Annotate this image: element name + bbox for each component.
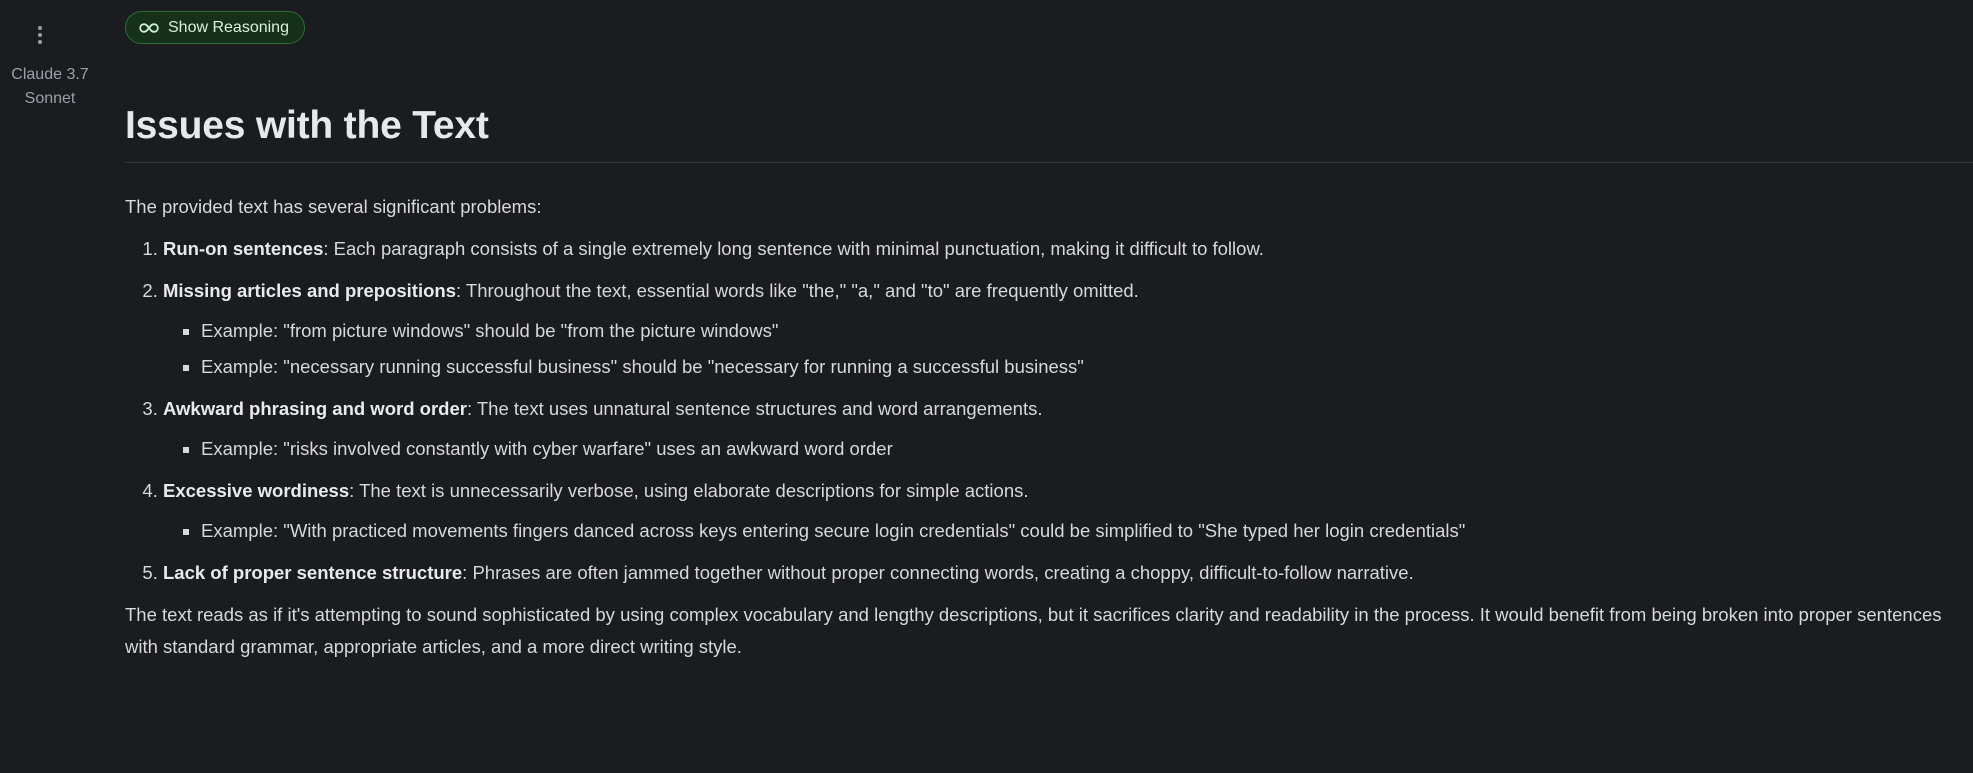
response-title: Issues with the Text: [125, 104, 489, 147]
issue-description: : Each paragraph consists of a single extremely long sentence with minimal punctuation, making it difficult to follow.: [323, 238, 1264, 259]
more-vertical-icon[interactable]: [30, 25, 50, 45]
conclusion-text: The text reads as if it's attempting to sound sophisticated by using complex vocabulary and lengthy descriptions, but it sacrifices clarity and readability in the process. It would benefit from being broken into proper sentences with standard grammar, appropriate articles, and a more direct writing style.: [125, 604, 1942, 657]
sidebar: [0, 0, 100, 773]
examples-list: [163, 519, 1973, 543]
issue-description: : The text is unnecessarily verbose, using elaborate descriptions for simple actions.: [349, 480, 1029, 501]
model-name: Claude 3.7 Sonnet: [11, 66, 89, 107]
show-reasoning-label: Show Reasoning: [168, 18, 289, 36]
kebab-dot: [38, 33, 42, 37]
issue-item: [163, 561, 1973, 585]
issue-item: [163, 279, 1973, 379]
issue-term: Excessive wordiness: [163, 480, 350, 501]
issue-term: Awkward phrasing and word order: [163, 398, 467, 419]
issue-item: [163, 397, 1973, 461]
example-item: ▪ Example: "risks involved constantly with cyber warfare" uses an awkward word order: [201, 437, 1973, 461]
issue-item: [163, 237, 1973, 261]
example-item: ▪ Example: "from picture windows" should be "from the picture windows": [201, 319, 1973, 343]
response-panel: [125, 0, 1973, 773]
issue-description: : The text uses unnatural sentence structures and word arrangements.: [466, 398, 1043, 419]
issue-description: : Throughout the text, essential words like "the," "a," and "to" are frequently omitted.: [455, 280, 1139, 301]
issue-term: Lack of proper sentence structure: [163, 562, 463, 583]
response-body: [125, 195, 1973, 663]
infinity-icon: [138, 21, 160, 35]
issue-item: [163, 479, 1973, 543]
issue-description: : Phrases are often jammed together without proper connecting words, creating a choppy, difficult-to-follow narrative.: [462, 562, 1414, 583]
issue-term: Run-on sentences: [163, 238, 324, 259]
issues-list: [125, 237, 1973, 585]
issue-term: Missing articles and prepositions: [163, 280, 456, 301]
example-item: ▪ Example: "necessary running successful business" should be "necessary for running a successful business": [201, 355, 1973, 379]
show-reasoning-button[interactable]: [125, 11, 305, 44]
example-item: ▪ Example: "With practiced movements fingers danced across keys entering secure login credentials" could be simplified to "She typed her login credentials": [201, 519, 1973, 543]
kebab-dot: [38, 26, 42, 30]
intro-text: The provided text has several significant problems:: [125, 196, 542, 217]
kebab-dot: [38, 40, 42, 44]
examples-list: [163, 437, 1973, 461]
title-divider: [125, 162, 1973, 163]
examples-list: [163, 319, 1973, 379]
